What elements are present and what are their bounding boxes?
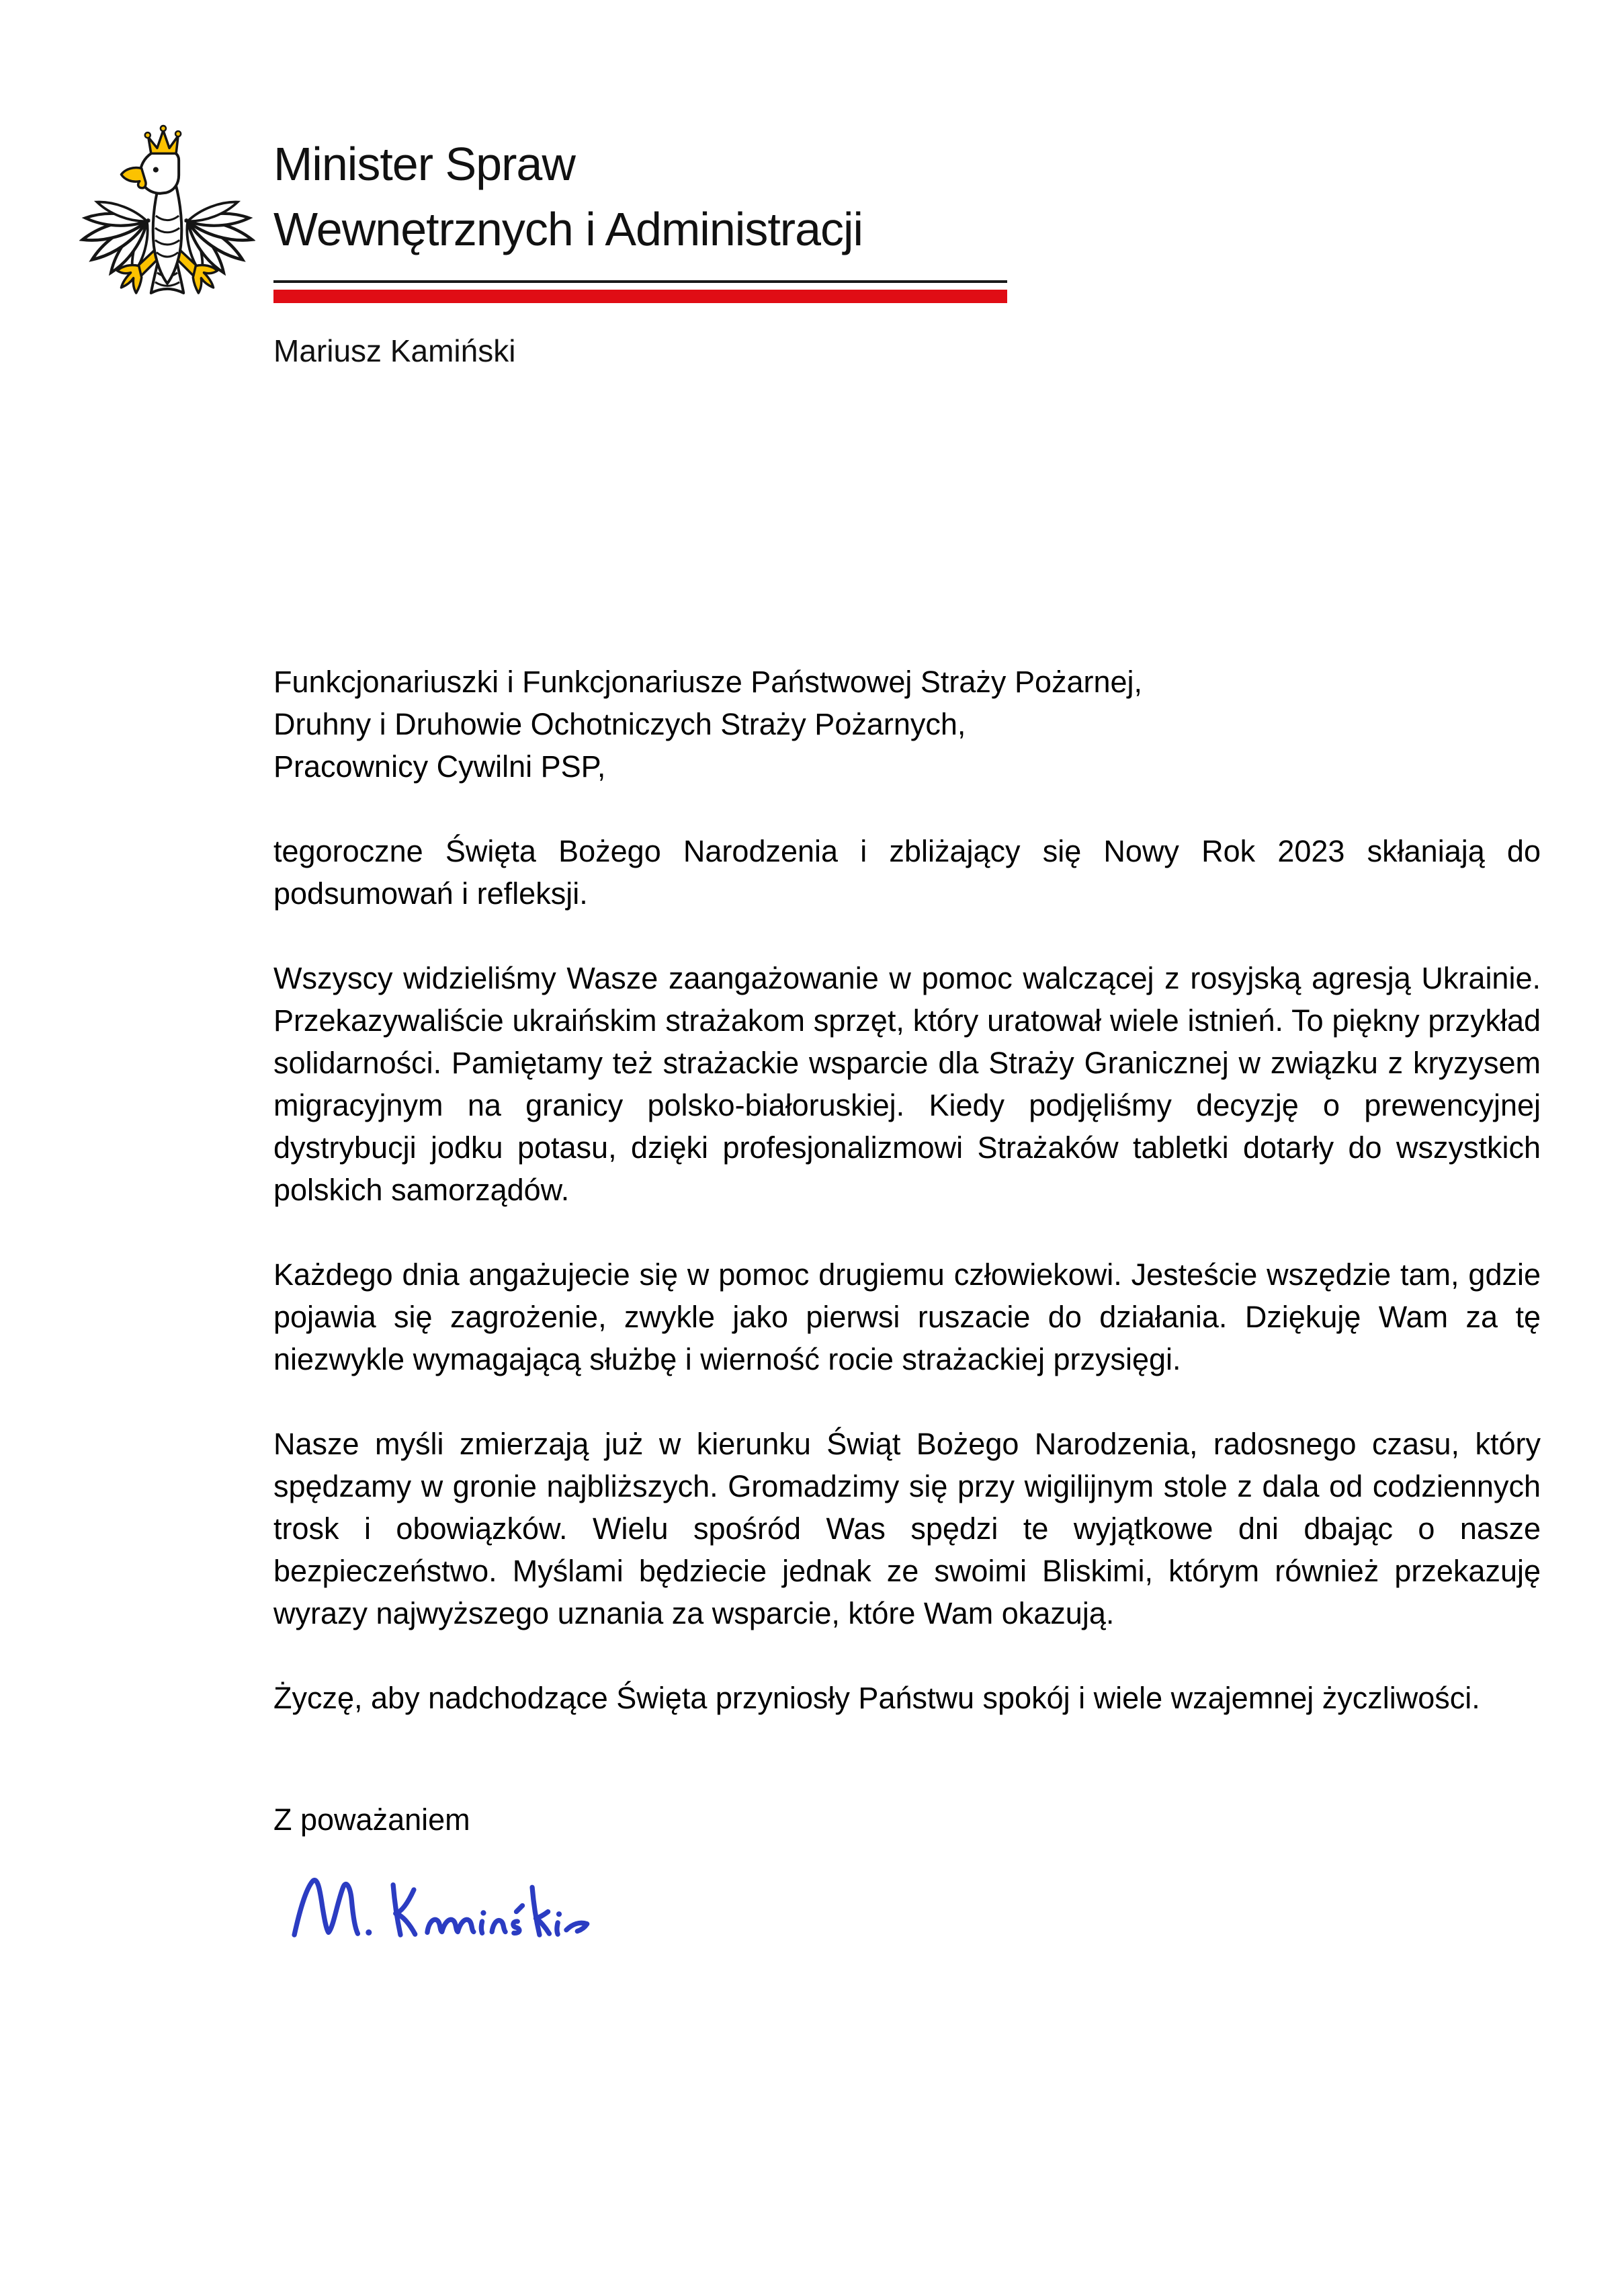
salutation-line: Druhny i Druhowie Ochotniczych Straży Pożarnych, xyxy=(273,707,966,741)
polish-eagle-emblem-icon xyxy=(79,121,255,297)
paragraph-1: tegoroczne Święta Bożego Narodzenia i zbliżający się Nowy Rok 2023 skłaniają do podsumowań i refleksji. xyxy=(273,834,1541,911)
salutation-line: Funkcjonariuszki i Funkcjonariusze Państwowej Straży Pożarnej, xyxy=(273,665,1143,699)
paragraph-2: Wszyscy widzieliśmy Wasze zaangażowanie w pomoc walczącej z rosyjską agresją Ukrainie. Przekazywaliście ukraińskim strażakom sprzęt, który uratował wiele istnień. To piękny przykład solidarności. Pamiętamy też strażackie wsparcie dla Straży Granicznej w związku z kryzysem migracyjnym na granicy polsko-białoruskiej. Kiedy podjęliśmy decyzję o prewencyjnej dystrybucji jodku potasu, dzięki profesjonalizmowi Strażaków tabletki dotarły do wszystkich polskich samorządów. xyxy=(273,961,1541,1207)
handwritten-signature xyxy=(273,1869,640,1948)
salutation xyxy=(273,661,1541,788)
ministry-title xyxy=(273,132,863,262)
ministry-title-line-1: Minister Spraw xyxy=(273,138,575,190)
paragraph-3: Każdego dnia angażujecie się w pomoc drugiemu człowiekowi. Jesteście wszędzie tam, gdzie pojawia się zagrożenie, zwykle jako pierwsi ruszacie do działania. Dziękuję Wam za tę niezwykle wymagającą służbę i wierność rocie strażackiej przysięgi. xyxy=(273,1257,1541,1376)
closing-phrase: Z poważaniem xyxy=(273,1802,470,1837)
paragraph-4: Nasze myśli zmierzają już w kierunku Świąt Bożego Narodzenia, radosnego czasu, który spędzamy w gronie najbliższych. Gromadzimy się przy wigilijnym stole z dala od codziennych trosk i obowiązków. Wielu spośród Was spędzi te wyjątkowe dni dbając o nasze bezpieczeństwo. Myślami będziecie jednak ze swoimi Bliskimi, którym również przekazuję wyrazy najwyższego uznania za wsparcie, które Wam okazują. xyxy=(273,1427,1541,1630)
divider-red-line xyxy=(273,290,1007,303)
ministry-title-line-2: Wewnętrznych i Administracji xyxy=(273,203,863,255)
divider-black-line xyxy=(273,280,1007,283)
salutation-line: Pracownicy Cywilni PSP, xyxy=(273,749,606,784)
minister-name: Mariusz Kamiński xyxy=(273,333,516,368)
letter-body xyxy=(273,661,1541,1948)
letterhead-divider xyxy=(273,280,1007,303)
paragraph-5: Życzę, aby nadchodzące Święta przyniosły Państwu spokój i wiele wzajemnej życzliwości. xyxy=(273,1681,1480,1715)
